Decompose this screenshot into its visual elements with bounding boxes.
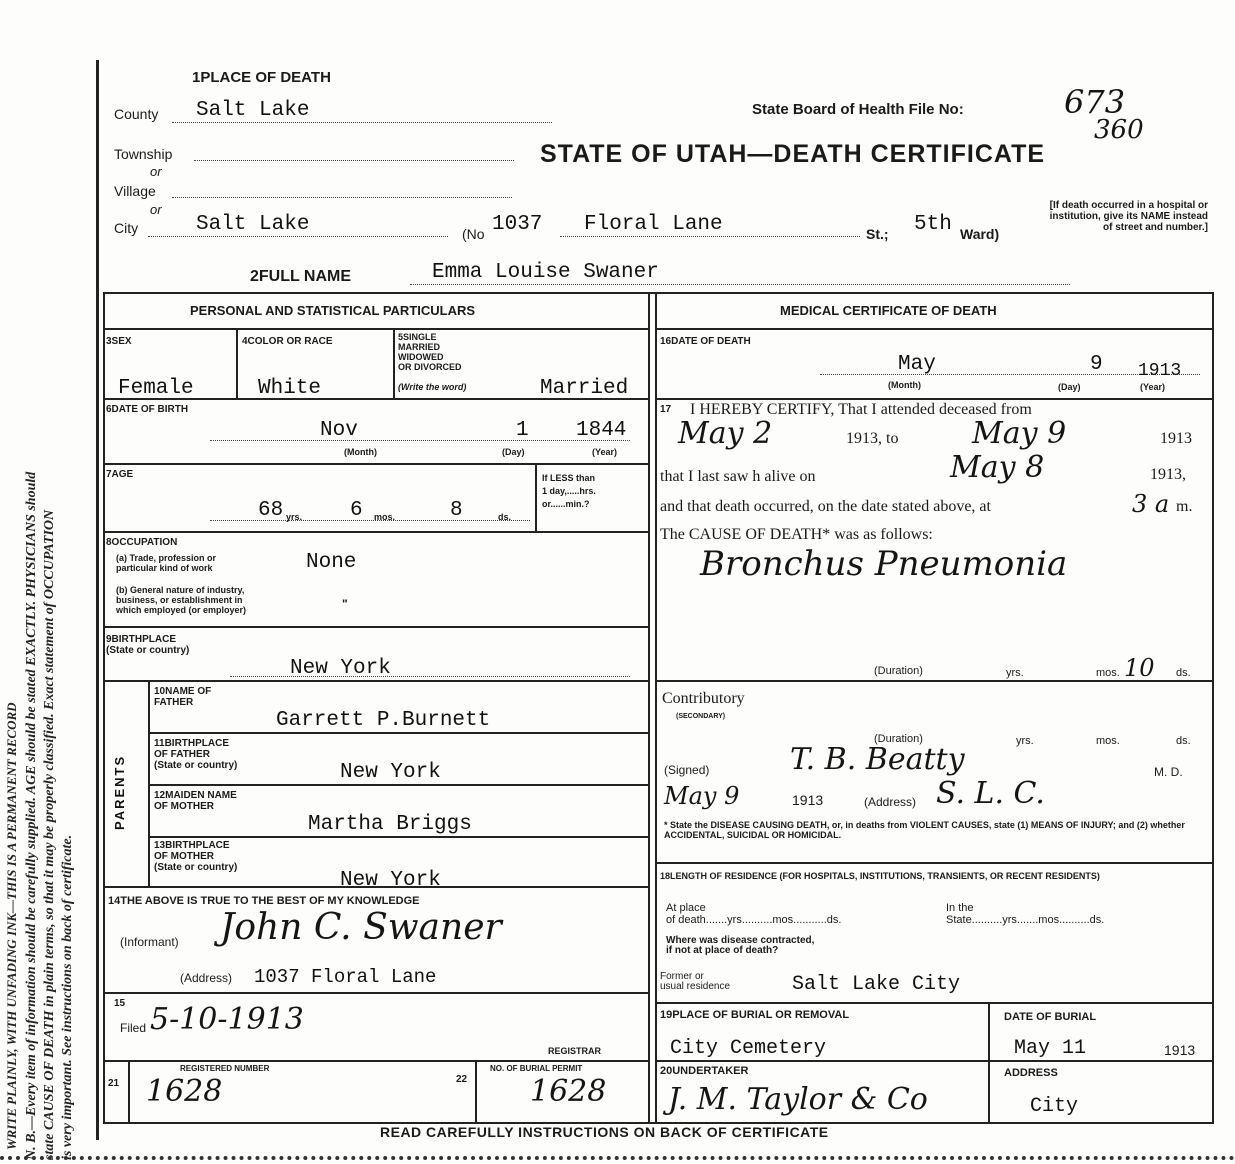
dob-label: 6DATE OF BIRTH [106,404,189,415]
occupation-label: 8OCCUPATION [106,537,178,548]
attended-to: May 9 [972,416,1067,451]
informant-signature: John C. Swaner [220,907,502,948]
footer-instructions: READ CAREFULLY INSTRUCTIONS ON BACK OF CERTIFICATE [380,1124,829,1140]
age-months: 6 [350,499,363,522]
age-ds-label: ds. [498,512,512,522]
duration-label-2: (Duration) [874,733,923,745]
file-number-label: State Board of Health File No: [752,101,964,118]
filed-number: 15 [114,998,126,1009]
mother-name-value: Martha Briggs [308,813,472,836]
institution-note: [If death occurred in a hospital or institution, give its NAME instead of street and number.] [1049,200,1208,233]
residence-in-state: In the State..........yrs.......mos..........ds. [946,902,1105,926]
city-label: City [114,220,139,236]
duration-ds-2: ds. [1176,735,1191,747]
residence-label: 18LENGTH OF RESIDENCE (FOR HOSPITALS, INSTITUTIONS, TRANSIENTS, OR RECENT RESIDENTS) [660,871,1100,881]
age-mos-label: mos. [374,512,396,522]
place-of-death-label: 1PLACE OF DEATH [192,69,331,86]
burial-date-label: DATE OF BURIAL [1004,1011,1097,1023]
death-time-m: m. [1176,498,1193,515]
personal-heading: PERSONAL AND STATISTICAL PARTICULARS [190,303,476,318]
color-race-label: 4COLOR OR RACE [242,336,333,347]
duration-days-value: 10 [1124,654,1155,682]
father-birthplace-value: New York [340,761,441,784]
file-number-value: 673 [1064,83,1126,121]
burial-place-label: 19PLACE OF BURIAL OR REMOVAL [660,1009,850,1021]
informant-statement: 14THE ABOVE IS TRUE TO THE BEST OF MY KNOWLEDGE [108,895,420,907]
where-contracted-label: Where was disease contracted, if not at place of death? [666,935,815,956]
dod-year: 1913 [1138,361,1182,381]
county-value: Salt Lake [196,99,310,122]
file-number-value-2: 360 [1094,115,1144,145]
side-note-line1: N. B.—Every item of information should be carefully supplied. AGE should be stated EXACTLY. PHYSICIANS should [24,471,39,1160]
county-label: County [114,106,159,122]
informant-address-value: 1037 Floral Lane [254,966,437,988]
side-note-line2: state CAUSE OF DEATH in plain terms, so that it may be properly classified. Exact statement of OCCUPATION [42,509,57,1160]
undertaker-value: J. M. Taylor & Co [668,1082,928,1117]
sign-address-label: (Address) [864,795,917,809]
street-label: St.; [866,226,889,242]
dod-month-caption: (Month) [888,380,921,390]
undertaker-address-label: ADDRESS [1004,1067,1058,1079]
registered-number-value: 1628 [146,1074,223,1109]
cause-label: The CAUSE OF DEATH* was as follows: [660,526,933,543]
dod-day-caption: (Day) [1058,382,1081,392]
duration-label-1: (Duration) [874,665,923,677]
certify-number: 17 [660,404,672,415]
md-label: M. D. [1154,765,1183,779]
filed-label: Filed [120,1021,147,1035]
age-days: 8 [450,499,463,522]
dob-year-caption: (Year) [592,447,618,457]
duration-yrs-1: yrs. [1006,667,1024,679]
contributory-label: Contributory [662,690,745,707]
burial-permit-prefix: 22 [456,1074,468,1085]
dod-day: 9 [1090,353,1103,376]
marital-status-hint: (Write the word) [398,382,467,392]
undertaker-label: 20UNDERTAKER [660,1065,749,1077]
dob-month: Nov [320,419,358,442]
sign-date: May 9 [664,782,740,810]
color-race-value: White [258,377,322,400]
attended-to-label: 1913, to [846,430,899,447]
signed-label: (Signed) [664,763,710,777]
duration-mos-1: mos. [1096,667,1120,679]
sign-address-value: S. L. C. [936,776,1045,811]
age-years: 68 [258,499,284,522]
sex-label: 3SEX [106,336,132,347]
death-occurred-label: and that death occurred, on the date stated above, at [660,498,991,515]
former-residence-label: Former or usual residence [660,971,731,992]
duration-mos-2: mos. [1096,735,1120,747]
or-label-1: or [150,164,162,179]
mother-birthplace-value: New York [340,869,441,892]
filed-value: 5-10-1913 [150,1002,304,1037]
occupation-b-label: (b) General nature of industry, business, or establishment in which employed (or employer) [116,585,247,615]
marital-status-value: Married [540,377,629,400]
informant-label: (Informant) [120,935,179,949]
dob-day-caption: (Day) [502,447,525,457]
full-name-value: Emma Louise Swaner [432,261,659,284]
mother-birthplace-label: 13BIRTHPLACE OF MOTHER (State or country) [154,840,238,873]
last-saw-value: May 8 [950,450,1045,485]
undertaker-address-value: City [1030,1095,1079,1118]
medical-heading: MEDICAL CERTIFICATE OF DEATH [780,303,997,318]
residence-at-place: At place of death.......yrs..........mos...........ds. [666,902,842,926]
ward-label: Ward) [960,226,1000,242]
last-saw-label: that I last saw h alive on [660,468,816,485]
informant-address-label: (Address) [180,971,233,985]
dob-month-caption: (Month) [344,447,377,457]
dod-year-caption: (Year) [1140,382,1166,392]
township-label: Township [114,146,173,162]
cause-value: Bronchus Pneumonia [700,544,1068,584]
burial-date-year: 1913 [1164,1042,1196,1058]
occupation-b-value: " [342,597,348,611]
street-name-value: Floral Lane [584,213,723,236]
mother-name-label: 12MAIDEN NAME OF MOTHER [154,790,237,812]
duration-ds-1: ds. [1176,667,1191,679]
burial-date-value: May 11 [1014,1037,1087,1060]
dob-day: 1 [516,419,529,442]
dod-month: May [898,353,936,376]
former-residence-value: Salt Lake City [792,973,961,996]
city-value: Salt Lake [196,213,310,236]
village-label: Village [114,183,156,199]
attended-to-year: 1913 [1160,430,1192,447]
death-time-value: 3 a [1132,490,1170,518]
age-label: 7AGE [106,469,134,480]
birthplace-label: 9BIRTHPLACE (State or country) [106,634,190,656]
burial-permit-label: NO. OF BURIAL PERMIT [490,1064,583,1073]
burial-place-value: City Cemetery [670,1037,827,1060]
street-number-label: (No [462,226,485,242]
parents-label: PARENTS [112,754,127,830]
burial-permit-value: 1628 [530,1074,607,1109]
registrar-label: REGISTRAR [548,1046,602,1056]
father-name-value: Garrett P.Burnett [276,709,491,732]
birthplace-value: New York [290,657,391,680]
certificate-title: STATE OF UTAH—DEATH CERTIFICATE [540,140,1046,168]
full-name-label: 2FULL NAME [250,268,352,285]
registered-number-label: REGISTERED NUMBER [180,1064,270,1073]
less-than-day: If LESS than 1 day,.....hrs. or......min.? [542,473,596,509]
cause-footnote: * State the DISEASE CAUSING DEATH, or, in deaths from VIOLENT CAUSES, state (1) MEANS OF INJURY; and (2) whether ACCIDENTAL, SUICIDAL OR HOMICIDAL. [664,820,1185,840]
side-note-line3: is very important. See instructions on back of certificate. [60,834,75,1160]
or-label-2: or [150,202,162,217]
bottom-perforation [0,1156,1235,1160]
dod-label: 16DATE OF DEATH [660,336,751,347]
father-birthplace-label: 11BIRTHPLACE OF FATHER (State or country) [154,738,238,771]
ward-value: 5th [914,213,952,236]
attended-from: May 2 [678,416,773,451]
last-saw-year: 1913, [1150,466,1186,483]
age-yrs-label: yrs. [286,512,303,522]
secondary-label: (SECONDARY) [676,713,726,720]
side-note-outer: WRITE PLAINLY, WITH UNFADING INK—THIS IS A PERMANENT RECORD [4,702,19,1150]
father-name-label: 10NAME OF FATHER [154,686,212,708]
occupation-value: None [306,551,357,574]
sex-value: Female [118,377,194,400]
sign-year: 1913 [792,792,824,808]
street-number-value: 1037 [492,213,543,236]
dob-year: 1844 [576,419,627,442]
registered-number-prefix: 21 [108,1078,120,1089]
physician-signature: T. B. Beatty [790,742,965,777]
duration-yrs-2: yrs. [1016,735,1034,747]
marital-status-label: 5SINGLE MARRIED WIDOWED OR DIVORCED [398,332,462,372]
occupation-a-label: (a) Trade, profession or particular kind of work [116,553,217,573]
certify-text: I HEREBY CERTIFY, That I attended deceased from [690,401,1032,418]
